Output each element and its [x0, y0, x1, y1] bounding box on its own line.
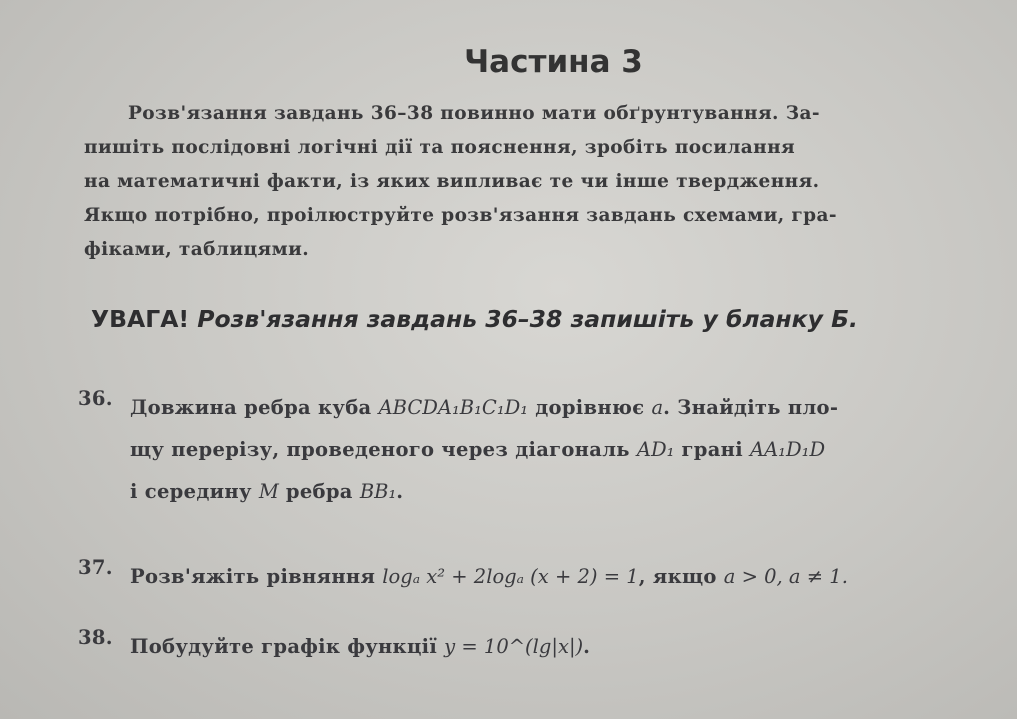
task-37: [78, 556, 998, 598]
diagonal-name: AD₁: [636, 438, 675, 461]
task-text: .: [583, 635, 591, 658]
task-line: [130, 626, 998, 668]
task-text: Побудуйте графік функції: [130, 635, 438, 658]
task-line: [130, 429, 998, 471]
warning-label: УВАГА!: [91, 305, 190, 333]
warning-notice: [91, 305, 991, 333]
task-text: ребра: [285, 480, 353, 503]
instructions-line: Розв'язання завдань 36–38 повинно мати обґрунтування. За-: [128, 103, 820, 124]
function-equation: y = 10^(lg|x|): [444, 635, 584, 658]
task-text: щу перерізу, проведеного через діагональ: [130, 438, 630, 461]
instructions-line: Якщо потрібно, проілюструйте розв'язання завдань схемами, гра-: [84, 205, 837, 226]
task-line: [130, 471, 998, 513]
task-number: 38.: [78, 626, 113, 649]
condition: a > 0, a ≠ 1.: [723, 565, 848, 588]
warning-text: Розв'язання завдань 36–38 запишіть у бланку Б.: [197, 305, 858, 333]
instructions-line: на математичні факти, із яких випливає те чи інше твердження.: [84, 171, 820, 192]
midpoint-name: M: [258, 480, 279, 503]
task-text: . Знайдіть пло-: [663, 396, 839, 419]
task-line: [130, 556, 998, 598]
task-number: 36.: [78, 387, 113, 410]
task-text: Довжина ребра куба: [130, 396, 372, 419]
cube-name: ABCDA₁B₁C₁D₁: [378, 396, 529, 419]
task-36: [78, 387, 998, 513]
task-text: дорівнює: [535, 396, 645, 419]
face-name: AA₁D₁D: [750, 438, 826, 461]
task-text: .: [396, 480, 404, 503]
part-title: Частина 3: [464, 44, 643, 80]
task-text: грані: [681, 438, 743, 461]
instructions-paragraph: [84, 97, 984, 267]
instructions-line: пишіть послідовні логічні дії та пояснення, зробіть посилання: [84, 137, 796, 158]
task-text: і середину: [130, 480, 252, 503]
instructions-line: фіками, таблицями.: [84, 239, 310, 260]
edge-length-variable: a: [651, 396, 664, 419]
task-line: [130, 387, 998, 429]
task-38: [78, 626, 998, 668]
task-number: 37.: [78, 556, 113, 579]
task-text: Розв'яжіть рівняння: [130, 565, 376, 588]
equation: logₐ x² + 2logₐ (x + 2) = 1: [382, 565, 639, 588]
edge-name: BB₁: [359, 480, 397, 503]
task-text: , якщо: [638, 565, 717, 588]
